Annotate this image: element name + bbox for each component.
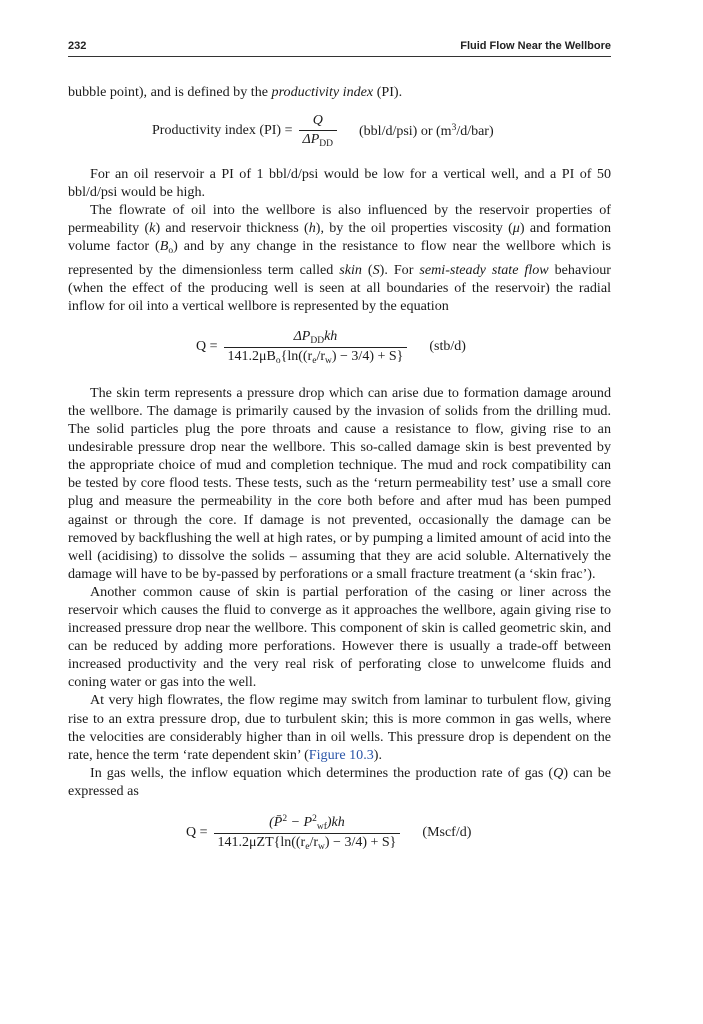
eq-gas-fraction: $\frac{(P̄^2 - P^2_{wf})kh}{141.2\mu ZT\{\ln((r_e/r_w) - 3/4) + S\}}$ [214,814,401,852]
term-productivity-index: productivity index [271,84,374,100]
eq-gas-lhs: Q = [186,825,208,840]
running-title: Fluid Flow Near the Wellbore [460,40,611,52]
eq-oil-fraction: $\frac{\Delta P_{DD}kh}{141.2\mu B_o\{\ln((r_e/r_w) - 3/4) + S\}}$ [224,329,408,366]
equation-gas-inflow [186,814,611,852]
eq-pi-lhs: Productivity index (PI) = [152,123,293,139]
book-page [68,40,611,852]
eq-oil-units: (stb/d) [429,339,466,355]
eq-oil-lhs: Q = [196,339,218,355]
paragraph-1: bubble point), and is defined by the productivity index (PI). [68,84,403,100]
eq-pi-fraction: $\frac{Q}{\Delta P_{DD}}$ [299,113,338,149]
figure-10-3-link[interactable]: Figure 10.3 [308,746,374,763]
paragraph-5: Another common cause of skin is partial perforation of the casing or liner across the reservoir which causes the fluid to converge as it approaches the wellbore, again giving rise to increased pressure drop near the wellbore. This component of skin is called geometric skin, and can be reduced by adding more perforations. However there is usually a trade-off between increased productivity and the very real risk of perforating close to unwelcome fluids and coning water or gas into the well. [68,583,611,691]
paragraph-6: At very high flowrates, the flow regime may switch from laminar to turbulent flow, giving rise to an extra pressure drop, due to turbulent skin; this is more common in gas wells, where the velocities are considerably higher than in oil wells. This pressure drop is dependent on the rate, hence the term ‘rate dependent skin’ (Figure 10.3). [68,692,611,763]
running-header [68,40,611,57]
paragraph-7: In gas wells, the inflow equation which determines the production rate of gas (Q) can be expressed as [68,764,612,799]
eq-pi-units: (bbl/d/psi) or $(m^3/d/bar)$ [359,122,494,139]
paragraph-3: The flowrate of oil into the wellbore is also influenced by the reservoir properties of permeability (k) and reservoir thickness (h), by the oil properties viscosity (μ) and formation volume factor $(B_o)$ and by any change in the resistance to flow near the wellbore which is represented by the dimensionless term called skin (S). For semi-steady state flow behaviour (when the effect of the producing well is seen at all boundaries of the reservoir) the radial inflow for oil into a vertical wellbore is represented by the equation [68,202,611,314]
paragraph-2: For an oil reservoir a PI of 1 bbl/d/psi would be low for a vertical well, and a PI of 50 bbl/d/psi would be high. [68,166,611,201]
eq-gas-units: (Mscf/d) [422,825,472,840]
equation-productivity-index [152,113,611,149]
paragraph-4: The skin term represents a pressure drop which can arise due to formation damage around the wellbore. The damage is primarily caused by the invasion of solids from the drilling mud. The solid particles plug the pore throats and cause a resistance to flow, giving rise to an undesirable pressure drop near the wellbore. This so-called damage skin is best prevented by the appropriate choice of mud and completion technique. The mud and rock compatibility can be tested by core flood tests. These tests, such as the ‘return permeability test’ use a small core plug and measure the permeability in the core both before and after mud has been pumped against or through the core. If damage is not prevented, occasionally the damage can be removed by backflushing the well at high rates, or by pumping a limited amount of acid into the well (acidising) to dissolve the solids – assuming that they are acid soluble. Alternatively the damage will have to be by-passed by perforations or a small fracture treatment (a ‘skin frac’). [68,384,611,582]
page-number: 232 [68,40,87,52]
equation-oil-inflow [196,329,611,366]
